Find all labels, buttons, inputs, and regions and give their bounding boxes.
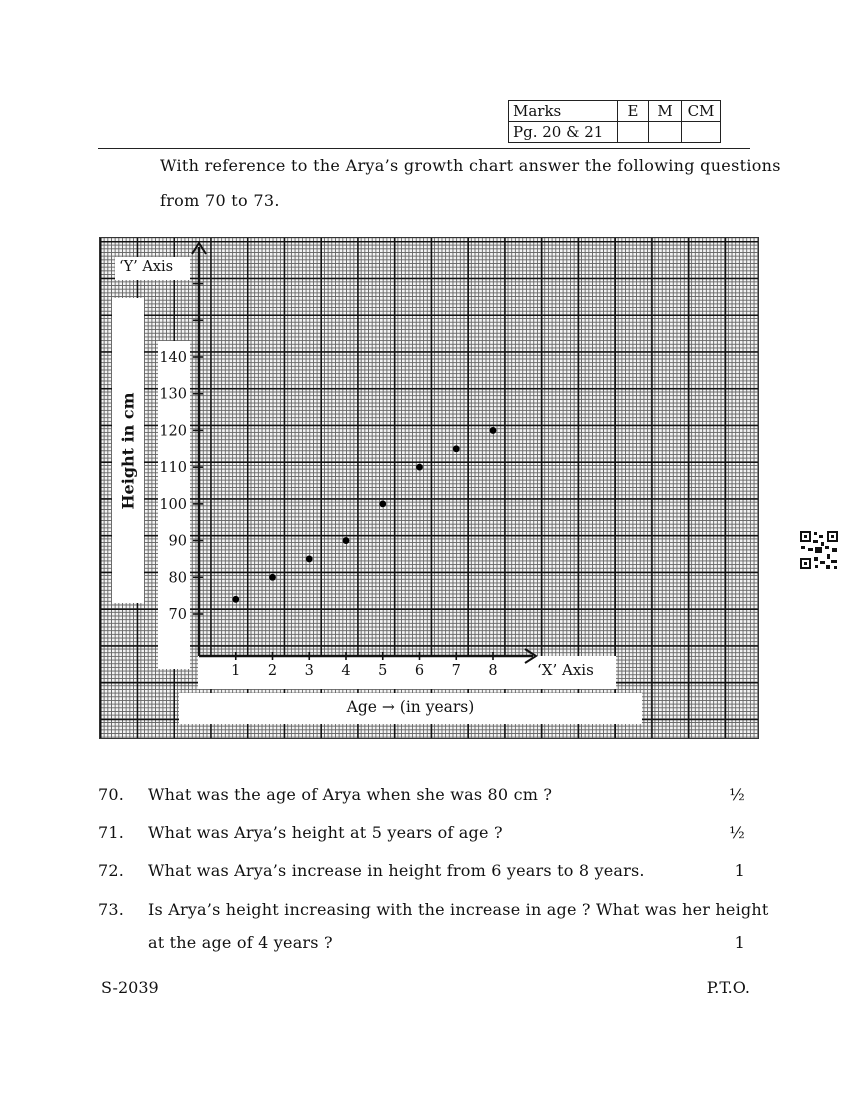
x-tick-label: 1 — [231, 663, 241, 679]
question-73-number: 73. — [98, 900, 125, 919]
marks-e-header: E — [618, 101, 649, 122]
question-72-number: 72. — [98, 861, 125, 880]
question-71-text: What was Arya’s height at 5 years of age ? — [148, 823, 503, 842]
x-axis-name-box — [531, 656, 613, 689]
header-divider — [98, 148, 750, 149]
marks-m-header: M — [649, 101, 682, 122]
x-tick-label: 3 — [304, 663, 314, 679]
marks-table — [508, 100, 721, 143]
marks-cm-header: CM — [682, 101, 721, 122]
question-71-number: 71. — [98, 823, 125, 842]
question-70-text: What was the age of Arya when she was 80 cm ? — [148, 785, 553, 804]
x-tick-label: 6 — [414, 663, 425, 679]
qr-code-icon — [799, 530, 839, 570]
x-tick-label: 4 — [341, 663, 351, 679]
y-tick-label: 90 — [168, 533, 187, 550]
question-73-marks: 1 — [734, 933, 745, 952]
question-73-text-continued: at the age of 4 years ? — [148, 933, 333, 952]
y-tick-label: 130 — [159, 386, 187, 403]
x-axis-name: ‘X’ Axis — [537, 661, 594, 679]
paper-code: S-2039 — [101, 978, 159, 997]
marks-m-cell — [649, 122, 682, 143]
marks-cm-cell — [682, 122, 721, 143]
y-tick-label: 140 — [159, 350, 187, 366]
intro-line-1: With reference to the Arya’s growth chart answer the following questions — [160, 156, 781, 175]
marks-e-cell — [618, 122, 649, 143]
marks-page-ref: Pg. 20 & 21 — [509, 122, 618, 143]
question-71-marks: ½ — [729, 823, 745, 842]
x-tick-label: 8 — [488, 663, 498, 679]
question-73-text: Is Arya’s height increasing with the increase in age ? What was her height — [148, 900, 769, 919]
y-axis-title: Height in cm — [118, 391, 138, 510]
y-axis-name: ‘Y’ Axis — [119, 259, 174, 275]
question-72-text: What was Arya’s increase in height from 6 years to 8 years. — [148, 861, 645, 880]
question-70-number: 70. — [98, 785, 125, 804]
x-tick-label: 2 — [267, 663, 278, 679]
intro-line-2: from 70 to 73. — [160, 191, 280, 210]
y-tick-box — [158, 341, 190, 669]
y-tick-label: 120 — [159, 423, 187, 440]
y-tick-label: 110 — [159, 460, 187, 477]
y-tick-label: 80 — [168, 570, 187, 587]
please-turn-over: P.T.O. — [706, 978, 750, 997]
marks-label: Marks — [509, 101, 618, 122]
y-axis-name-box — [115, 257, 190, 280]
x-tick-label: 7 — [451, 663, 461, 679]
y-axis-title-box — [112, 298, 144, 603]
question-70-marks: ½ — [729, 785, 745, 804]
y-tick-label: 70 — [168, 607, 187, 623]
x-tick-label: 5 — [378, 663, 388, 679]
graph-paper — [99, 237, 759, 739]
x-axis-title-box — [179, 693, 642, 724]
y-tick-label: 100 — [159, 496, 187, 513]
question-72-marks: 1 — [734, 861, 745, 880]
x-axis-title: Age → (in years) — [346, 698, 475, 716]
